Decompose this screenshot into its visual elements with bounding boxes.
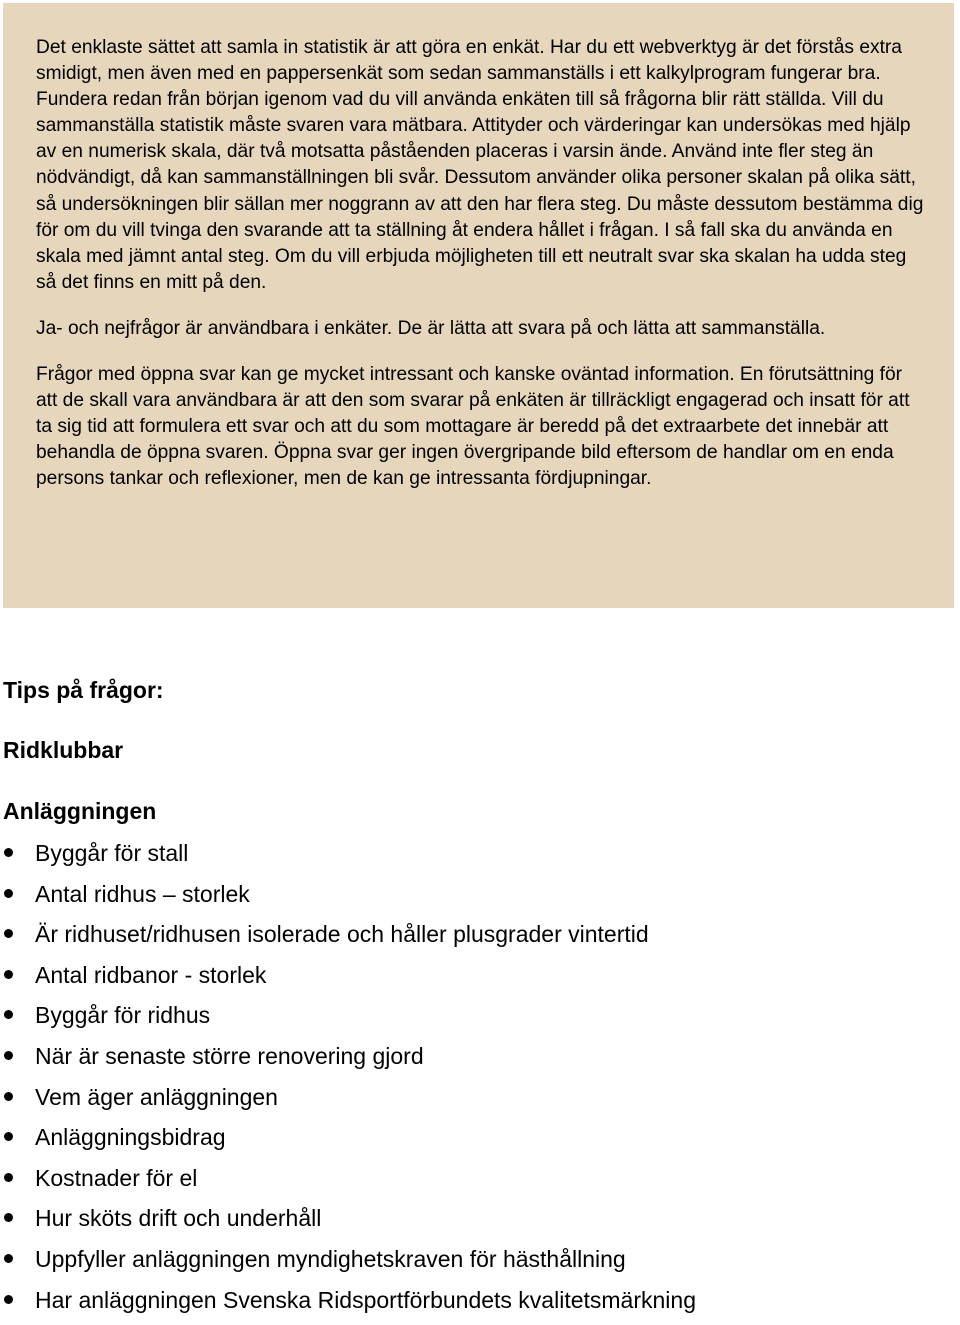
bullet-icon	[4, 1092, 13, 1101]
bullet-icon	[4, 1254, 13, 1263]
bullet-icon	[4, 1051, 13, 1060]
facility-heading: Anläggningen	[3, 798, 157, 824]
list-item-text: Hur sköts drift och underhåll	[35, 1205, 322, 1232]
list-item	[0, 879, 960, 920]
info-box	[3, 3, 954, 608]
list-item	[0, 919, 960, 960]
list-item	[0, 1285, 960, 1325]
list-item	[0, 1203, 960, 1244]
bullet-icon	[4, 848, 13, 857]
list-item	[0, 1041, 960, 1082]
list-item-text: Kostnader för el	[35, 1164, 198, 1191]
list-item-text: Byggår för ridhus	[35, 1002, 211, 1029]
list-item-text: När är senaste större renovering gjord	[35, 1042, 424, 1069]
bullet-icon	[4, 1295, 13, 1304]
bullet-icon	[4, 929, 13, 938]
list-item-text: Är ridhuset/ridhusen isolerade och håller plusgrader vintertid	[35, 921, 649, 948]
list-item-text: Uppfyller anläggningen myndighetskraven för hästhållning	[35, 1245, 626, 1272]
list-item-text: Har anläggningen Svenska Ridsportförbundets kvalitetsmärkning	[35, 1286, 696, 1313]
bullet-icon	[4, 1173, 13, 1182]
list-item	[0, 960, 960, 1001]
list-item	[0, 1244, 960, 1285]
tips-heading: Tips på frågor:	[3, 677, 164, 703]
list-item	[0, 1082, 960, 1123]
bullet-icon	[4, 1132, 13, 1141]
list-item	[0, 838, 960, 879]
intro-paragraph-1: Det enklaste sättet att samla in statistik är att göra en enkät. Har du ett webverktyg är det förstås extra smidigt, men även med en pappersenkät som sedan sammanställs i ett kalkylprogram fungerar bra. Fundera redan från början igenom vad du vill använda enkäten till så frågorna blir rätt ställda. Vill du sammanställa statistik måste svaren vara mätbara. Attityder och värderingar kan undersökas med hjälp av en numerisk skala, där två motsatta påståenden placeras i varsin ände. Använd inte fler steg än nödvändigt, då kan sammanställningen bli svår. Dessutom använder olika personer skalan på olika sätt, så undersökningen blir sällan mer noggrann av att den har flera steg. Du måste dessutom bestämma dig för om du vill tvinga den svarande att ta ställning åt endera hållet i frågan. I så fall ska du använda en skala med jämnt antal steg. Om du vill erbjuda möjligheten till ett neutralt svar ska skalan ha udda steg så det finns en mitt på den.	[36, 37, 924, 293]
list-item	[0, 1163, 960, 1204]
bullet-icon	[4, 970, 13, 979]
list-item	[0, 1000, 960, 1041]
bullet-icon	[4, 1213, 13, 1222]
club-heading: Ridklubbar	[3, 737, 124, 763]
intro-paragraph-3: Frågor med öppna svar kan ge mycket intressant och kanske oväntad information. En förutsättning för att de skall vara användbara är att den som svarar på enkäten är tillräckligt engagerad och insatt för att ta sig tid att formulera ett svar och att du som mottagare är beredd på det extraarbete det innebär att behandla de öppna svaren. Öppna svar ger ingen övergripande bild eftersom de handlar om en enda persons tankar och reflexioner, men de kan ge intressanta fördjupningar.	[36, 364, 910, 490]
list-item-text: Antal ridbanor - storlek	[35, 961, 267, 988]
bullet-icon	[4, 889, 13, 898]
list-item-text: Anläggningsbidrag	[35, 1124, 226, 1151]
list-item-text: Vem äger anläggningen	[35, 1083, 278, 1110]
facility-question-list	[0, 838, 960, 1325]
intro-paragraph-2: Ja- och nejfrågor är användbara i enkäter. De är lätta att svara på och lätta att sammanställa.	[36, 317, 826, 339]
list-item-text: Byggår för stall	[35, 840, 189, 866]
bullet-icon	[4, 1010, 13, 1019]
list-item-text: Antal ridhus – storlek	[35, 880, 250, 907]
list-item	[0, 1122, 960, 1163]
